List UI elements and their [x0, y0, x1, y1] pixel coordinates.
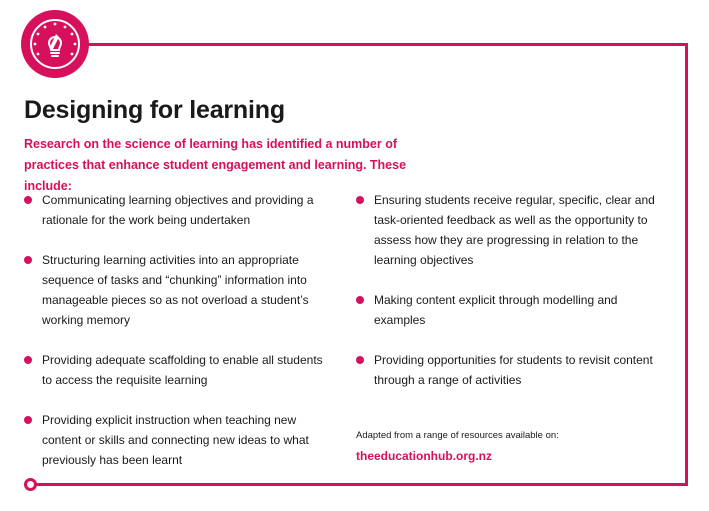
list-item — [356, 350, 666, 390]
bullet-icon — [356, 296, 364, 304]
page-title: Designing for learning — [24, 96, 285, 124]
list-item-text: Structuring learning activities into an appropriate sequence of tasks and “chunking” information into manageable pieces so as not overload a student’s working memory — [42, 253, 309, 327]
frame-top-line — [78, 43, 688, 46]
list-item — [24, 190, 324, 230]
list-item — [24, 250, 324, 330]
source-link[interactable]: theeducationhub.org.nz — [356, 449, 492, 463]
list-item-text: Making content explicit through modelling and examples — [374, 293, 618, 327]
intro-text: Research on the science of learning has identified a number of practices that enhance student engagement and learning. These include: — [24, 137, 407, 193]
bullet-icon — [356, 356, 364, 364]
bullet-icon — [24, 416, 32, 424]
list-item-text: Ensuring students receive regular, specific, clear and task-oriented feedback as well as the opportunity to assess how they are progressing in relation to the learning objectives — [374, 193, 655, 267]
lightbulb-pencil-icon — [21, 10, 89, 78]
list-item-text: Providing explicit instruction when teaching new content or skills and connecting new ideas to what previously has been learnt — [42, 413, 309, 467]
list-item-text: Providing opportunities for students to revisit content through a range of activities — [374, 353, 653, 387]
list-item-text: Providing adequate scaffolding to enable all students to access the requisite learning — [42, 353, 323, 387]
bullet-icon — [356, 196, 364, 204]
list-item — [356, 290, 666, 330]
bullet-icon — [24, 196, 32, 204]
bullet-icon — [24, 256, 32, 264]
list-item — [24, 410, 324, 470]
left-column — [24, 190, 324, 470]
list-item-text: Communicating learning objectives and providing a rationale for the work being undertaken — [42, 193, 314, 227]
frame-right-line — [685, 43, 688, 486]
list-item — [356, 190, 666, 270]
right-column — [356, 190, 666, 390]
frame-bottom-line — [36, 483, 688, 486]
list-item — [24, 350, 324, 390]
bullet-icon — [24, 356, 32, 364]
frame-end-circle — [24, 478, 37, 491]
source-label: Adapted from a range of resources available on: — [356, 430, 559, 441]
